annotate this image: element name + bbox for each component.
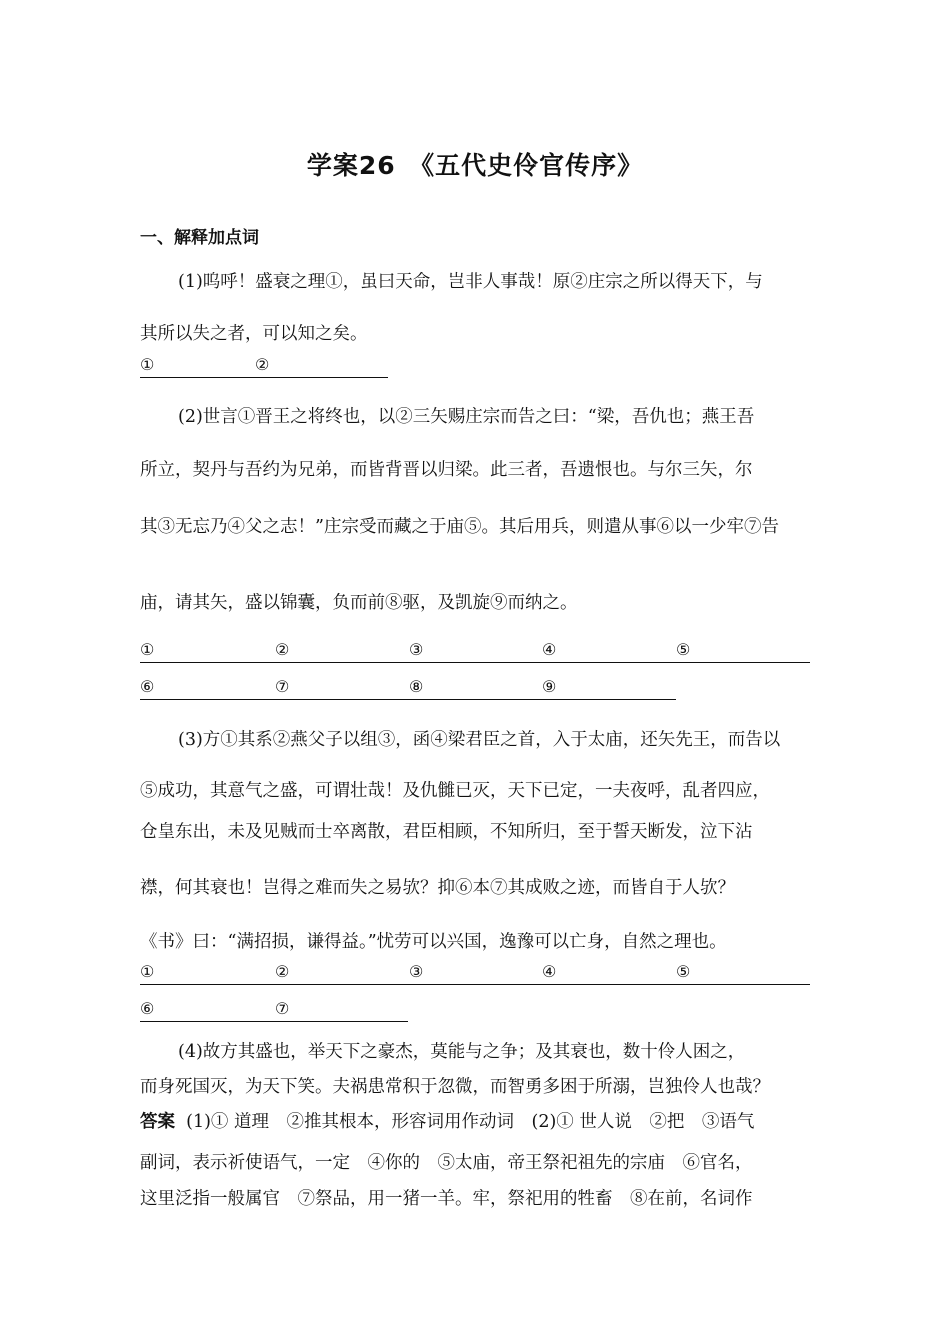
- blank-label: ⑦: [275, 679, 290, 696]
- answer-line-1: [140, 1108, 754, 1133]
- passage-2-line-4: 庙，请其矢，盛以锦囊，负而前⑧驱，及凯旋⑨而纳之。: [140, 593, 578, 613]
- answer-line-2: 副词，表示祈使语气，一定 ④你的 ⑤太庙，帝王祭祀祖先的宗庙 ⑥官名，: [140, 1153, 753, 1173]
- passage-1-line-2: 其所以失之者，可以知之矣。: [140, 324, 368, 344]
- passage-4-line-2: 而身死国灭，为天下笑。夫祸患常积于忽微，而智勇多困于所溺，岂独伶人也哉？: [140, 1077, 770, 1097]
- passage-3-line-5: 《书》曰：“满招损，谦得益。”忧劳可以兴国，逸豫可以亡身，自然之理也。: [140, 932, 727, 952]
- answer-label: 答案: [140, 1112, 175, 1132]
- page-title: 学案26 《五代史伶官传序》: [306, 151, 644, 180]
- passage-1-line-1: (1)呜呼！盛衰之理①，虽曰天命，岂非人事哉！原②庄宗之所以得天下，与: [178, 272, 763, 292]
- passage-2-line-3: 其③无忘乃④父之志！”庄宗受而藏之于庙⑤。其后用兵，则遣从事⑥以一少牢⑦告: [140, 517, 779, 537]
- blank-label: ④: [542, 964, 557, 981]
- blank-label: ①: [140, 964, 155, 981]
- passage-4-line-1: (4)故方其盛也，举天下之豪杰，莫能与之争；及其衰也，数十伶人困之，: [178, 1042, 746, 1062]
- blank-label: ①: [140, 642, 155, 659]
- blank-label: ⑤: [676, 642, 691, 659]
- passage-3-line-1: (3)方①其系②燕父子以组③，函④梁君臣之首，入于太庙，还矢先王，而告以: [178, 730, 781, 750]
- blank-label: ③: [409, 964, 424, 981]
- blank-label: ②: [275, 642, 290, 659]
- passage-2-line-2: 所立，契丹与吾约为兄弟，而皆背晋以归梁。此三者，吾遗恨也。与尔三矢，尔: [140, 460, 753, 480]
- blank-label: ②: [275, 964, 290, 981]
- blank-label: ⑦: [275, 1001, 290, 1018]
- answer-blanks-3a: [140, 962, 810, 985]
- passage-2-line-1: (2)世言①晋王之将终也，以②三矢赐庄宗而告之曰：“梁，吾仇也；燕王吾: [178, 407, 755, 427]
- blank-label: ⑤: [676, 964, 691, 981]
- blank-label: ③: [409, 642, 424, 659]
- passage-3-line-3: 仓皇东出，未及见贼而士卒离散，君臣相顾，不知所归，至于誓天断发，泣下沾: [140, 822, 753, 842]
- blank-label: ⑥: [140, 679, 155, 696]
- answer-blanks-3b: [140, 999, 408, 1022]
- passage-3-line-2: ⑤成功，其意气之盛，可谓壮哉！及仇雠已灭，天下已定，一夫夜呼，乱者四应，: [140, 781, 770, 801]
- passage-3-line-4: 襟，何其衰也！岂得之难而失之易欤？抑⑥本⑦其成败之迹，而皆自于人欤？: [140, 878, 735, 898]
- answer-blanks-1: [140, 355, 388, 378]
- answer-blanks-2a: [140, 640, 810, 663]
- answer-line-3: 这里泛指一般属官 ⑦祭品，用一猪一羊。牢，祭祀用的牲畜 ⑧在前，名词作: [140, 1189, 753, 1209]
- section-heading: 一、解释加点词: [140, 228, 259, 248]
- answer-blanks-2b: [140, 677, 676, 700]
- blank-label: ⑥: [140, 1001, 155, 1018]
- blank-label: ⑧: [409, 679, 424, 696]
- answer-text: (1)① 道理 ②推其根本，形容词用作动词 (2)① 世人说 ②把 ③语气: [186, 1112, 755, 1132]
- blank-label: ②: [255, 357, 270, 374]
- blank-label: ④: [542, 642, 557, 659]
- blank-label: ⑨: [542, 679, 557, 696]
- blank-label: ①: [140, 357, 155, 374]
